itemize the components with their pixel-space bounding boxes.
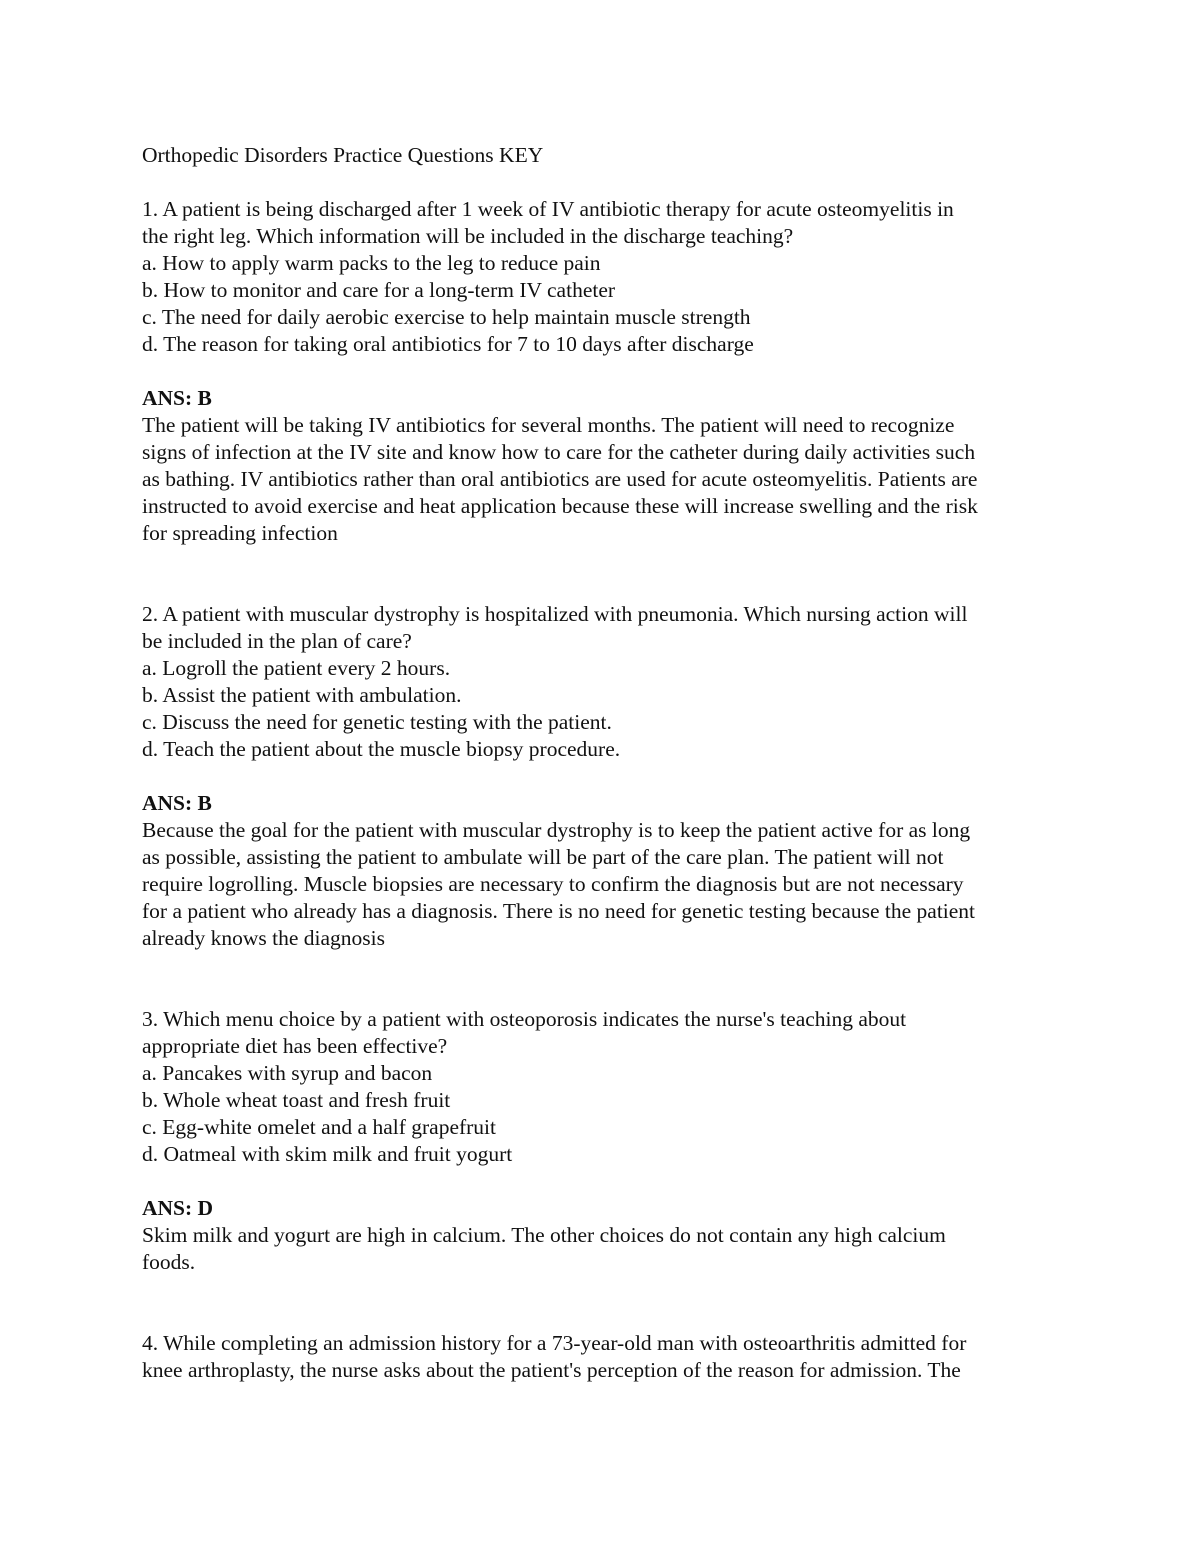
rationale-line: instructed to avoid exercise and heat application because these will increase swelling and the risk: [142, 494, 978, 518]
question-4: [142, 1330, 1060, 1384]
answer-option: a. How to apply warm packs to the leg to reduce pain: [142, 251, 601, 275]
answer-option: b. Whole wheat toast and fresh fruit: [142, 1088, 451, 1112]
rationale-line: The patient will be taking IV antibiotics for several months. The patient will need to recognize: [142, 413, 955, 437]
answer-option: d. The reason for taking oral antibiotics for 7 to 10 days after discharge: [142, 332, 754, 356]
rationale-line: as possible, assisting the patient to ambulate will be part of the care plan. The patient will not: [142, 845, 944, 869]
spacer: [142, 1276, 1060, 1330]
question-1: [142, 196, 1060, 547]
question-stem: [142, 196, 1060, 250]
answer-label: ANS: B: [142, 386, 212, 410]
answer-options: [142, 250, 1060, 358]
question-stem-line: the right leg. Which information will be included in the discharge teaching?: [142, 224, 794, 248]
rationale-line: as bathing. IV antibiotics rather than oral antibiotics are used for acute osteomyelitis. Patients are: [142, 467, 978, 491]
answer-option: c. Egg-white omelet and a half grapefruit: [142, 1115, 497, 1139]
answer-option: b. How to monitor and care for a long-term IV catheter: [142, 278, 616, 302]
question-stem: [142, 1330, 1060, 1384]
rationale-line: foods.: [142, 1250, 196, 1274]
rationale-line: for spreading infection: [142, 521, 338, 545]
rationale-line: require logrolling. Muscle biopsies are necessary to confirm the diagnosis but are not necessary: [142, 872, 964, 896]
answer-label: ANS: B: [142, 791, 212, 815]
question-stem-line: be included in the plan of care?: [142, 629, 412, 653]
rationale-line: Because the goal for the patient with muscular dystrophy is to keep the patient active for as long: [142, 818, 971, 842]
answer-options: [142, 655, 1060, 763]
question-stem-line: 2. A patient with muscular dystrophy is hospitalized with pneumonia. Which nursing action will: [142, 602, 968, 626]
answer-options: [142, 1060, 1060, 1168]
answer-block: [142, 385, 1060, 547]
rationale-line: Skim milk and yogurt are high in calcium. The other choices do not contain any high calcium: [142, 1223, 946, 1247]
question-3: [142, 1006, 1060, 1276]
answer-option: c. Discuss the need for genetic testing with the patient.: [142, 710, 612, 734]
question-stem-line: 3. Which menu choice by a patient with osteoporosis indicates the nurse's teaching about: [142, 1007, 907, 1031]
answer-option: a. Pancakes with syrup and bacon: [142, 1061, 433, 1085]
question-stem: [142, 601, 1060, 655]
rationale-line: signs of infection at the IV site and know how to care for the catheter during daily activities such: [142, 440, 976, 464]
document-title: Orthopedic Disorders Practice Questions KEY: [142, 143, 544, 167]
question-stem-line: 1. A patient is being discharged after 1 week of IV antibiotic therapy for acute osteomyelitis in: [142, 197, 954, 221]
question-stem-line: appropriate diet has been effective?: [142, 1034, 448, 1058]
question-stem: [142, 1006, 1060, 1060]
rationale-line: for a patient who already has a diagnosis. There is no need for genetic testing because the patient: [142, 899, 976, 923]
question-2: [142, 601, 1060, 952]
spacer: [142, 952, 1060, 1006]
answer-option: b. Assist the patient with ambulation.: [142, 683, 462, 707]
spacer: [142, 547, 1060, 601]
answer-option: c. The need for daily aerobic exercise to help maintain muscle strength: [142, 305, 751, 329]
answer-label: ANS: D: [142, 1196, 214, 1220]
answer-block: [142, 790, 1060, 952]
question-stem-line: 4. While completing an admission history for a 73-year-old man with osteoarthritis admitted for: [142, 1331, 967, 1355]
rationale-line: already knows the diagnosis: [142, 926, 386, 950]
answer-option: d. Oatmeal with skim milk and fruit yogurt: [142, 1142, 513, 1166]
answer-option: d. Teach the patient about the muscle biopsy procedure.: [142, 737, 621, 761]
answer-block: [142, 1195, 1060, 1276]
question-stem-line: knee arthroplasty, the nurse asks about the patient's perception of the reason for admission. The: [142, 1358, 961, 1382]
answer-option: a. Logroll the patient every 2 hours.: [142, 656, 451, 680]
